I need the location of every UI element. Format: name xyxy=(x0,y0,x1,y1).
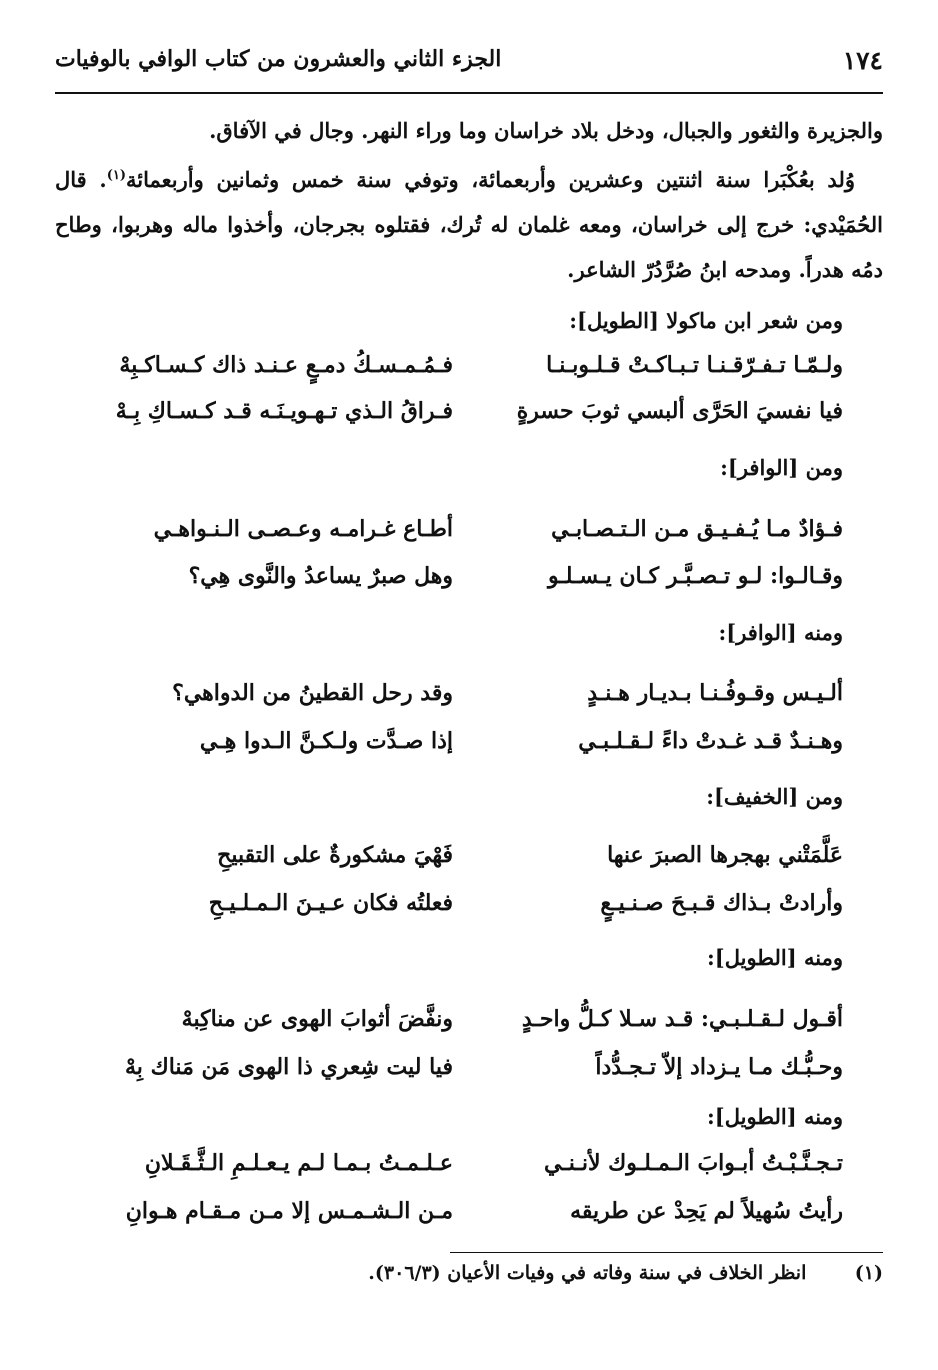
verse-second-hemistich: فـراقُ الـذي تـهـويـنَـه قـد كـسـاكِ بِـهْ xyxy=(115,398,453,424)
verse-first-hemistich: ولـمّـا تـفـرّقـنـا تـبـاكـتْ قـلـوبـنـا xyxy=(546,352,843,378)
footnote xyxy=(368,1262,883,1284)
poem-intro: ومنه [الطويل]: xyxy=(707,1104,843,1129)
footnote-text: انظر الخلاف في سنة وفاته في وفيات الأعيان (٣٠٦/٣). xyxy=(368,1262,807,1284)
verse-line xyxy=(55,1150,883,1190)
body-paragraph xyxy=(55,153,883,292)
body-text xyxy=(55,108,883,292)
poem-intro: ومنه [الوافر]: xyxy=(718,620,843,645)
verse-line xyxy=(55,890,883,930)
verse-second-hemistich: إذا صـدَّت ولـكـنَّ الـدوا هِـي xyxy=(199,728,453,754)
verse-line xyxy=(55,352,883,392)
verse-first-hemistich: فـؤادٌ مـا يُـفـيـق مـن الـتـصـابـي xyxy=(551,516,843,542)
poem-intro: ومن [الوافر]: xyxy=(720,455,843,480)
paragraph-text: وُلد بعُكْبَرا سنة اثنتين وعشرين وأربعمائة، وتوفي سنة خمس وثمانين وأربعمائة xyxy=(126,167,855,192)
running-title: الجزء الثاني والعشرون من كتاب الوافي بالوفيات xyxy=(55,46,502,72)
verse-first-hemistich: رأيتُ سُهيلاً لم يَحِدْ عن طريقه xyxy=(570,1198,843,1224)
page-number: ١٧٤ xyxy=(842,46,883,75)
verse-first-hemistich: وقـالـوا: لـو تـصـبَّـر كـان يـسـلـو xyxy=(547,563,843,589)
paragraph-text-rest: . قال الحُمَيْدي: خرج إلى خراسان، ومعه غلمان له تُرك، فقتلوه بجرجان، وأخذوا ماله وهربوا، وطاح دمُه هدراً. ومدحه ابنُ صُرَّدُرّ الشاعر. xyxy=(55,167,883,282)
footnote-rule xyxy=(450,1252,883,1253)
verse-first-hemistich: وحـبُّـك مـا يـزداد إلاّ تـجـدُّداً xyxy=(595,1054,843,1080)
verse-second-hemistich: فعلتُه فكان عـيـنَ الـمـلـيـحِ xyxy=(208,890,453,916)
verse-line xyxy=(55,563,883,603)
poem-intro: ومنه [الطويل]: xyxy=(707,945,843,970)
verse-line xyxy=(55,1198,883,1238)
verse-line xyxy=(55,516,883,556)
verse-second-hemistich: فيا ليت شِعري ذا الهوى مَن مَناك بِهْ xyxy=(125,1054,453,1080)
verse-first-hemistich: ألـيـس وقـوفُـنـا بـديـار هـنـدٍ xyxy=(587,680,843,706)
poem-intro: ومن [الخفيف]: xyxy=(706,784,843,809)
verse-first-hemistich: وهـنـدٌ قـد غـدتْ داءً لـقـلـبـي xyxy=(578,728,843,754)
verse-line xyxy=(55,680,883,720)
verse-second-hemistich: مـن الـشـمـس إلا مـن مـقـام هـوانِ xyxy=(125,1198,453,1224)
header-rule xyxy=(55,92,883,94)
verse-line xyxy=(55,398,883,438)
page-header xyxy=(55,38,883,88)
footnote-number: (١) xyxy=(854,1262,883,1284)
verse-first-hemistich: فيا نفسيَ الحَرَّى ألبسي ثوبَ حسرةٍ xyxy=(516,398,843,424)
verse-second-hemistich: ونفَّضَ أثوابَ الهوى عن مناكِبهْ xyxy=(181,1006,453,1032)
verse-first-hemistich: وأرادتْ بـذاك قـبـحَ صـنـيـعٍ xyxy=(600,890,843,916)
verse-first-hemistich: أقـول لـقـلـبـي: قـد سـلا كـلُّ واحـدٍ xyxy=(521,1006,843,1032)
verse-line xyxy=(55,1006,883,1046)
body-line: والجزيرة والثغور والجبال، ودخل بلاد خراسان وما وراء النهر. وجال في الآفاق. xyxy=(209,118,883,143)
verse-first-hemistich: تـجـنَّـبْـتُ أبـوابَ الـمـلـوك لأنـنـي xyxy=(543,1150,843,1176)
verse-second-hemistich: وهل صبرٌ يساعدُ والنَّوى هِي؟ xyxy=(188,563,453,589)
footnote-ref: (١) xyxy=(106,168,127,183)
poem-intro: ومن شعر ابن ماكولا [الطويل]: xyxy=(569,308,843,333)
verse-line xyxy=(55,842,883,882)
verse-second-hemistich: فَهْيَ مشكورةٌ على التقبيحِ xyxy=(217,842,453,868)
verse-second-hemistich: وقد رحل القطينُ من الدواهي؟ xyxy=(172,680,453,706)
verse-second-hemistich: أطـاع غـرامـه وعـصـى الـنـواهـي xyxy=(153,516,453,542)
verse-line xyxy=(55,1054,883,1094)
verse-line xyxy=(55,728,883,768)
verse-second-hemistich: عـلـمـتُ بـمـا لـم يـعـلـمِ الـثَّـقَـلانِ xyxy=(144,1150,453,1176)
verse-first-hemistich: عَلَّمَتْني بهجرها الصبرَ عنها xyxy=(607,842,843,868)
verse-second-hemistich: فـمُـمـسـكُ دمـعٍ عـنـد ذاك كـسـاكـبِهْ xyxy=(119,352,453,378)
